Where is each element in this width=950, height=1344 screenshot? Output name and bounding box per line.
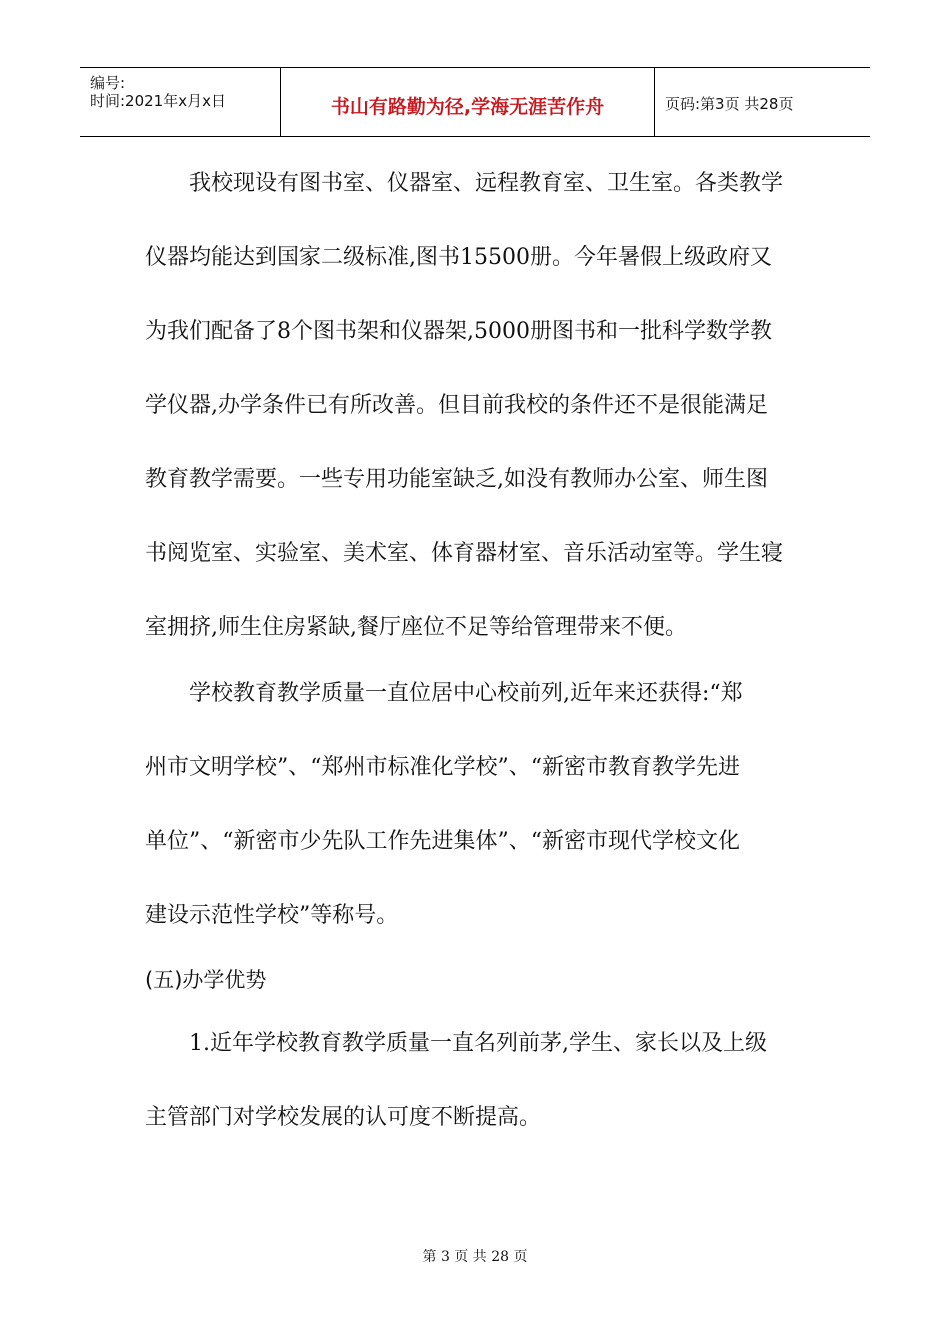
paragraph-line: 书阅览室、实验室、美术室、体育器材室、音乐活动室等。学生寝 <box>145 541 784 566</box>
header-motto: 书山有路勤为径,学海无涯苦作舟 <box>330 96 605 118</box>
paragraph-line: 学校教育教学质量一直位居中心校前列,近年来还获得:“郑 <box>189 681 743 706</box>
document-number-label: 编号: <box>90 74 126 92</box>
header-page-number: 页码:第3页 共28页 <box>665 95 794 113</box>
header-info-cell <box>80 68 281 136</box>
paragraph-line: 室拥挤,师生住房紧缺,餐厅座位不足等给管理带来不便。 <box>145 615 687 640</box>
paragraph-line: 教育教学需要。一些专用功能室缺乏,如没有教师办公室、师生图 <box>145 467 768 492</box>
document-header <box>80 67 870 137</box>
paragraph-line: 建设示范性学校”等称号。 <box>145 903 399 928</box>
paragraph-line: 学仪器,办学条件已有所改善。但目前我校的条件还不是很能满足 <box>145 393 768 418</box>
document-time-label: 时间:2021年x月x日 <box>90 92 226 110</box>
header-motto-cell <box>281 68 655 136</box>
page-footer: 第 3 页 共 28 页 <box>422 1249 528 1265</box>
paragraph-line: 我校现设有图书室、仪器室、远程教育室、卫生室。各类教学 <box>189 171 784 196</box>
paragraph-line: 为我们配备了8个图书架和仪器架,5000册图书和一批科学数学教 <box>145 319 772 344</box>
header-page-cell <box>655 68 870 136</box>
list-item-line: 1.近年学校教育教学质量一直名列前茅,学生、家长以及上级 <box>189 1031 767 1056</box>
section-heading: (五)办学优势 <box>145 968 267 992</box>
paragraph-line: 单位”、“新密市少先队工作先进集体”、“新密市现代学校文化 <box>145 829 740 854</box>
paragraph-line: 仪器均能达到国家二级标准,图书15500册。今年暑假上级政府又 <box>145 245 772 270</box>
paragraph-line: 州市文明学校”、“郑州市标准化学校”、“新密市教育教学先进 <box>145 755 740 780</box>
list-item-line: 主管部门对学校发展的认可度不断提高。 <box>145 1105 542 1130</box>
